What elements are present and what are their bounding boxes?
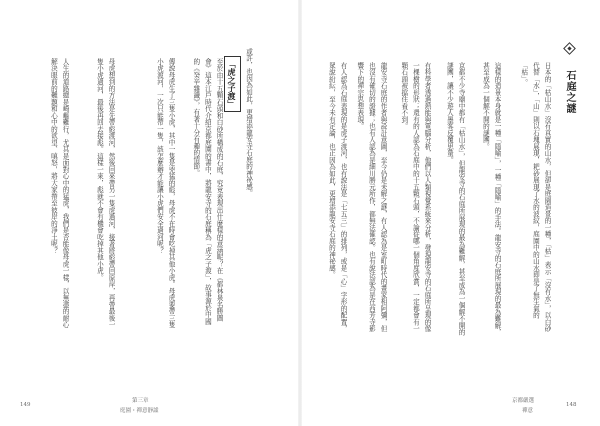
right-folio-title: 京都嚴選	[512, 398, 535, 404]
right-folio-sub: 禪意	[522, 408, 534, 414]
left-folio-title: 第三章	[132, 398, 149, 404]
left-folio-sub: 庭園・禪意靜謐	[120, 408, 159, 414]
diamond-bullet-icon	[563, 42, 576, 55]
left-folio-number: 149	[20, 402, 31, 408]
box-title: 「虎之子渡」	[224, 56, 241, 112]
right-paragraph-4: 有科學者透過熱能與電腦分析，他們以人類視覺系統來分析，發現龍安寺的石庭所呈現的像一棵樹的形狀；還有的人認為石庭中的十五顆石頭，不論從哪一個角度欣賞，一定都會有一顆石頭被擋住看不到。	[399, 62, 431, 332]
box-paragraph-1: 至於由十五顆石頭和白砂所構成的石庭，究竟表現出什麼樣的意涵呢？在《都林泉名勝圖會》這本江戶時代介紹京都庭園的書中，將龍安寺的石庭稱為「虎之子渡」，故事源於中國的《癸辛雜識》，有著十分有趣的情節。	[191, 58, 223, 325]
left-paragraph-1: 或許，也因為如此，更增添龍安寺石庭的神祕感。	[244, 48, 253, 197]
right-paragraph-5: 龍安寺石庭的作者與設計意圖，至今仍是未解之謎，有人認為是室町時代的畫家相阿彌，但也沒有確切的證據；也有人認為是細川勝元所作，都無法確認。也有說法認為是在西芳寺影響下的禪宗思想表現。	[355, 62, 387, 332]
box-paragraph-2: 傳說母虎生了三隻小虎，其中一隻是兇猛的彪，母虎不在時會吃掉其他小虎。母虎要帶三隻小虎渡河，一次只能帶一隻，該怎麼辦才能讓小虎們安全過河呢？	[155, 58, 175, 328]
box-paragraph-3: 母虎想到的方法是先帶彪渡河，然後回來帶另一隻虎過河，接著將彪帶回原岸，再帶最後一隻小虎過河，最後再回去接彪。這樣一來，彪就不會有機會吃掉其他小虎。	[95, 58, 115, 328]
box-paragraph-4: 人生的道路總是崎嶇難行，尤其是面對心中的猛虎，我們是否能像母虎一樣，以無盡的耐心解決眼前的難題和心中的欲望、嗔怒，將大家帶至彼岸的淨土呢？	[49, 58, 69, 328]
right-folio-number: 148	[566, 402, 577, 408]
right-paragraph-2: 這樣的造景本身就是一種「隱喻」，一種「隱喻」的手法。龍安寺的石庭所展現的最為難解，甚至成為一個解不開的謎團。	[481, 62, 501, 336]
section-heading	[562, 44, 577, 114]
right-paragraph-6: 有人認為石庭表現的是虎子渡河，也有說法是「七五三」的排列，或是「心」字形的配置，眾說紛紜，至今未有定論，也正因為如此，更增添龍安寺石庭的神祕感。	[327, 62, 347, 332]
section-heading-text: 石庭之謎	[564, 70, 575, 114]
right-paragraph-3: 京都不少寺廟中都有「枯山水」，但龍安寺的石庭所展現的最為難解，甚至成為一個解不開的謎團，讓不少遊人墨客反覆思量。	[445, 62, 465, 336]
right-paragraph-1: 日本的「枯山水」沒有真實的山水，但卻是庭園造景的一種，「枯」表示「沒有水」，以白砂代替「水」，「山」則以石塊展現，耙砂展現了水的波紋，庭園中的山水即是了無生氣的「枯」。	[519, 62, 551, 333]
right-page	[300, 0, 600, 426]
